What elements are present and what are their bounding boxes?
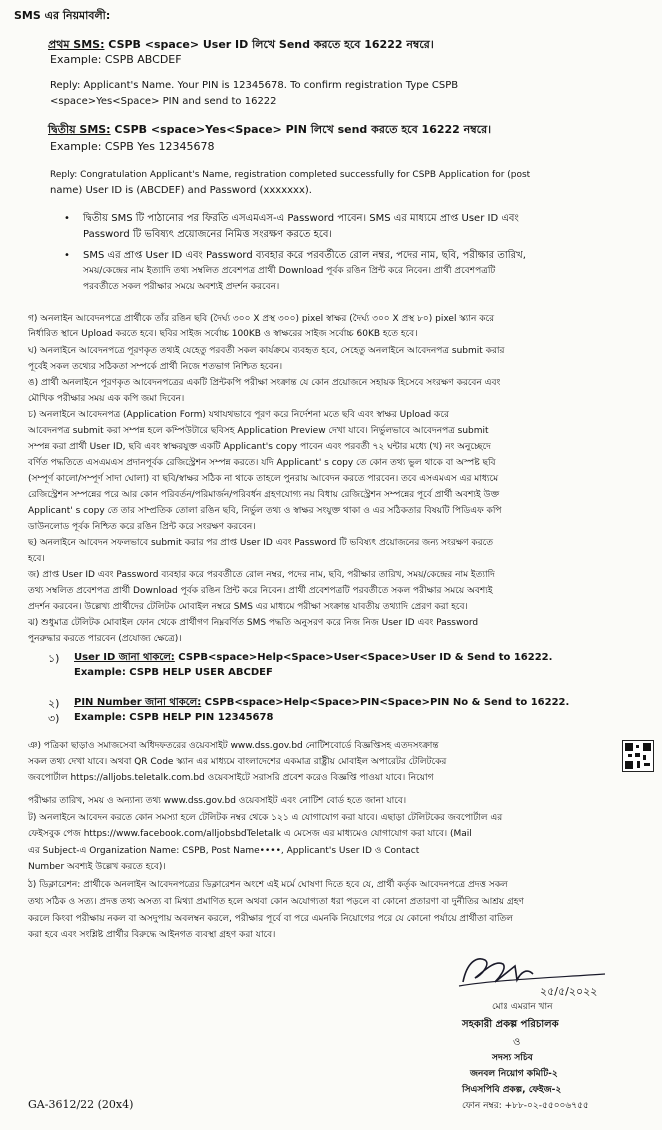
instruction-line: মৌখিক পরীক্ষার সময় এক কপি জমা দিবেন। <box>28 394 185 404</box>
footer-note-line: পরীক্ষার তারিখ, সময় ও অন্যান্য তথ্য www.dss.gov.bd ওয়েবসাইট এবং নোটিশ বোর্ড হতে জানা যাবে। <box>28 796 407 806</box>
instruction-line: ছ) অনলাইনে আবেদন সফলভাবে submit করার পর প্রাপ্ত User ID এবং Password টি ভবিষ্যৎ প্রয়োজনের জন্য সংরক্ষণ করতে <box>28 538 494 548</box>
reply1-line2: <space>Yes<Space> PIN and send to 16222 <box>50 96 277 107</box>
instruction-line: ঘ) অনলাইনে আবেদনপত্রে পূরণকৃত তথ্যই যেহেতু পরবর্তী সকল কার্যক্রমে ব্যবহৃত হবে, সেহেতু অনলাইনে আবেদনপত্র submit করার <box>28 346 505 356</box>
footer-note-line: সকল তথ্য দেখা যাবে। অথবা QR Code স্ক্যান এর মাধ্যমে বাংলাদেশের একমাত্র রাষ্ট্রীয় মোবাইল অপারেটর টেলিটকের <box>28 757 447 767</box>
instruction-line: হবে। <box>28 554 45 564</box>
sms-rules-section <box>0 0 662 300</box>
reply2-line1: Reply: Congratulation Applicant's Name, registration completed successfully for CSPB Application for (post <box>50 170 531 180</box>
second-sms-line <box>48 123 491 136</box>
pin-label: PIN Number জানা থাকলে: <box>74 697 202 708</box>
first-sms-line <box>48 38 434 51</box>
footer-note-line: করলে কিংবা পরীক্ষায় নকল বা অসদুপায় অবলম্বন করলে, পরীক্ষার পূর্বে বা পরে এমনকি নিয়োগের পরে যে কোনো পর্যায়ে প্রার্থীতা বাতিল <box>28 914 514 924</box>
user-id-example: Example: CSPB HELP USER ABCDEF <box>74 667 273 678</box>
user-id-text: CSPB<space>Help<Space>User<Space>User ID & Send to 16222. <box>174 652 553 663</box>
reply1-line1: Reply: Applicant's Name. Your PIN is 12345678. To confirm registration Type CSPB <box>50 80 459 91</box>
footer-note-line: করা হবে এবং সংশ্লিষ্ট প্রার্থীর বিরুদ্ধে আইনগত ব্যবস্থা গ্রহণ করা যাবে। <box>28 930 276 940</box>
instruction-line: তথ্য সম্বলিত প্রবেশপত্র প্রার্থী Download পূর্বক রঙিন প্রিন্ট করে নিবেন। প্রার্থী প্রবেশপত্রটি পরবর্তীতে সকল পরীক্ষার সময়ে অবশ্যই <box>28 586 493 596</box>
second-sms-text: CSPB <space>Yes<Space> PIN লিখে send করতে হবে 16222 নম্বরে। <box>110 123 492 136</box>
bullet1-line2: Password টি ভবিষ্যৎ প্রয়োজনের নিমিত্ত সংরক্ষণ করতে হবে। <box>83 229 332 240</box>
first-sms-label: প্রথম SMS: <box>48 38 105 51</box>
signatory-project: সিএসপিবি প্রকল্প, ফেইজ-২ <box>462 1085 562 1095</box>
footer-note-line: Number অবশ্যই উল্লেখ করতে হবে)। <box>28 862 166 872</box>
instruction-line: Applicant' s copy তে তার সাম্প্রতিক তোলা রঙিন ছবি, নির্ভুল তথ্য ও স্বাক্ষর সংযুক্ত থাকা ও এর সঠিকতার বিষয়টি পিডিএফ কপি <box>28 506 502 516</box>
pin-example: Example: CSPB HELP PIN 12345678 <box>74 712 274 723</box>
signature-block <box>0 1000 662 1110</box>
footer-note-line: ঞ) পত্রিকা ছাড়াও সমাজসেবা অধিদফতরের ওয়েবসাইট www.dss.gov.bd নোটিশবোর্ডে বিজ্ঞপ্তিসহ এতদসংক্রান্ত <box>28 741 439 751</box>
instructions-section <box>0 300 662 645</box>
recovery-item-number: ১) <box>48 652 60 665</box>
footer-note-line: এর Subject-এ Organization Name: CSPB, Post Name••••, Applicant's User ID ও Contact <box>28 846 420 856</box>
bullet2-line1: SMS এর প্রাপ্ত User ID এবং Password ব্যবহার করে পরবর্তীতে রোল নম্বর, পদের নাম, ছবি, পরীক্ষার তারিখ, <box>83 250 526 261</box>
instruction-line: নির্ধারিত স্থানে Upload করতে হবে। ছবির সাইজ সর্বোচ্চ 100KB ও স্বাক্ষরের সাইজ সর্বোচ্চ 60KB হতে হবে। <box>28 329 418 339</box>
instruction-line: বর্ণিত পদ্ধতিতে এসএমএস প্রদানপূর্বক রেজিস্ট্রেশন সম্পন্ন করতে। যদি Applicant' s copy তে কোন তথ্য ভুল থাকে বা অস্পষ্ট ছবি <box>28 458 496 468</box>
instruction-line: পুনরুদ্ধার করতে পারবেন (প্রযোজ্য ক্ষেত্রে)। <box>28 634 182 644</box>
footer-note-line: ট) অনলাইনে আবেদন করতে কোন সমস্যা হলে টেলিটক নম্বর থেকে ১২১ এ যোগাযোগ করা যাবে। এছাড়া টেলিটকের জবপোর্টাল এর <box>28 813 503 823</box>
footer-notes-section <box>0 730 662 945</box>
footer-note-line: জবপোর্টাল https://alljobs.teletalk.com.bd ওয়েবসাইটে সরাসরি প্রবেশ করেও বিজ্ঞপ্তি পাওয়া যাবে। নিয়োগ <box>28 773 434 783</box>
signature-date: ২৫/৫/২০২২ <box>540 985 598 998</box>
pin-text: CSPB<space>Help<Space>PIN<Space>PIN No & Send to 16222. <box>201 697 570 708</box>
bullet-dot: • <box>64 213 70 224</box>
signatory-and: ও <box>513 1037 521 1048</box>
first-sms-example: Example: CSPB ABCDEF <box>50 53 182 66</box>
signatory-member: সদস্য সচিব <box>492 1053 533 1063</box>
signatory-phone: ফোন নম্বর: +৮৮-০২-৫৫০০৬৭৫৫ <box>462 1101 589 1111</box>
recovery-item-user-id <box>74 652 552 664</box>
first-sms-text: CSPB <space> User ID লিখে Send করতে হবে 16222 নম্বরে। <box>104 38 434 51</box>
instruction-line: ডাউনলোড পূর্বক নিশ্চিত করে রঙিন প্রিন্ট করে সংরক্ষণ করবেন। <box>28 522 256 532</box>
instruction-line: সম্পন্ন করা প্রার্থী User ID, ছবি এবং স্বাক্ষরযুক্ত একটি Applicant's copy পাবেন এবং পরবর্তী ৭২ ঘন্টার মধ্যে (খ) নং অনুচ্ছেদে <box>28 442 491 452</box>
document-code: GA-3612/22 (20x4) <box>28 1098 134 1111</box>
signatory-name: মোঃ এমরান খান <box>492 1002 553 1012</box>
signatory-committee: জনবল নিয়োগ কমিটি-২ <box>470 1069 558 1079</box>
instruction-line: (সম্পূর্ণ কালো/সম্পূর্ণ সাদা ঘোলা) বা ছবি/স্বাক্ষর সঠিক না থাকে তাহলে পুনরায় আবেদন করতে পারবেন। তবে এসএমএস এর মাধ্যমে <box>28 474 499 484</box>
instruction-line: জ) প্রাপ্ত User ID এবং Password ব্যবহার করে পরবর্তীতে রোল নম্বর, পদের নাম, ছবি, পরীক্ষার তারিখ, সময়/কেন্দ্রের নাম ইত্যাদি <box>28 570 495 580</box>
footer-note-line: ঠ) ডিক্লারেশন: প্রার্থীকে অনলাইন আবেদনপত্রের ডিক্লারেশন অংশে এই মর্মে ঘোষণা দিতে হবে যে, প্রার্থী কর্তৃক আবেদনপত্রে প্রদত্ত সকল <box>28 880 508 890</box>
sms-rules-title: SMS এর নিয়মাবলী: <box>14 9 111 22</box>
recovery-item-number: ৩) <box>48 712 60 725</box>
instruction-line: রেজিস্ট্রেশন সম্পন্নের পরে আর কোন পরিবর্তন/পরিমার্জন/পরিবর্ধন গ্রহণযোগ্য নয় বিধায় রেজিস্ট্রেশন সম্পন্নের পূর্বে প্রার্থী অবশ্যই উক্ত <box>28 490 500 500</box>
second-sms-label: দ্বিতীয় SMS: <box>48 123 111 136</box>
footer-note-line: তথ্য সঠিক ও সত্য। প্রদত্ত তথ্য অসত্য বা মিথ্যা প্রমাণিত হলে অথবা কোন অযোগ্যতা ধরা পড়লে বা কোনো প্রতারণা বা দুর্নীতির আশ্রয় গ্রহণ <box>28 897 524 907</box>
recovery-item-pin <box>74 697 569 709</box>
bullet1-line1: দ্বিতীয় SMS টি পাঠানোর পর ফিরতি এসএমএস-এ Password পাবেন। SMS এর মাধ্যমে প্রাপ্ত User ID এবং <box>83 213 519 224</box>
user-id-label: User ID জানা থাকলে: <box>74 652 175 663</box>
instruction-line: আবেদনপত্র submit করা সম্পন্ন হলে কম্পিউটারে ছবিসহ Application Preview দেখা যাবে। নির্ভুলভাবে আবেদনপত্র submit <box>28 426 489 436</box>
recovery-section <box>0 645 662 730</box>
reply2-line2: name) User ID is (ABCDEF) and Password (xxxxxxx). <box>50 185 312 196</box>
instruction-line: পূর্বেই সকল তথ্যের সঠিকতা সম্পর্কে প্রার্থী নিজে শতভাগ নিশ্চিত হবেন। <box>28 362 283 372</box>
instruction-line: প্রদর্শন করবেন। উল্লেখ্য প্রার্থীদের টেলিটক মোবাইল নম্বরে SMS এর মাধ্যমে পরীক্ষা সংক্রান্ত যাবতীয় তথ্যাদি প্রেরণ করা হবে। <box>28 602 468 612</box>
footer-note-line: ফেইসবুক পেজ https://www.facebook.com/alljobsbdTeletalk এ মেসেজ এর মাধ্যমেও যোগাযোগ করা যাবে। (Mail <box>28 829 472 839</box>
instruction-line: ঝ) শুধুমাত্র টেলিটক মোবাইল ফোন থেকে প্রার্থীগণ নিম্নবর্ণিত SMS পদ্ধতি অনুসরণ করে নিজ নিজ User ID এবং Password <box>28 618 479 628</box>
bullet2-line3: পরবর্তীতে সকল পরীক্ষার সময়ে অবশ্যই প্রদর্শন করবেন। <box>83 282 280 292</box>
instruction-line: ঙ) প্রার্থী অনলাইনে পূরণকৃত আবেদনপত্রের একটি প্রিন্টকপি পরীক্ষা সংক্রান্ত যে কোন প্রয়োজনে সহায়ক হিসেবে সংরক্ষণ করবেন এবং <box>28 378 501 388</box>
instruction-line: চ) অনলাইনে আবেদনপত্র (Application Form) যথাযথভাবে পূরণ করে নির্দেশনা মতে ছবি এবং স্বাক্ষর Upload করে <box>28 410 449 420</box>
instruction-line: গ) অনলাইন আবেদনপত্রে প্রার্থীকে তাঁর রঙিন ছবি (দৈর্ঘ্য ৩০০ X প্রস্থ ৩০০) pixel স্বাক্ষর (দৈর্ঘ্য ৩০০ X প্রস্থ ৮০) pixel স্ক্যান করে <box>28 314 495 324</box>
signatory-title: সহকারী প্রকল্প পরিচালক <box>462 1019 559 1030</box>
recovery-item-number: ২) <box>48 697 60 710</box>
bullet-dot: • <box>64 250 70 261</box>
second-sms-example: Example: CSPB Yes 12345678 <box>50 140 215 153</box>
bullet2-line2: সময়/কেন্দ্রের নাম ইত্যাদি তথ্য সম্বলিত প্রবেশপত্র প্রার্থী Download পূর্বক রঙিন প্রিন্ট করে নিবেন। প্রার্থী প্রবেশপত্রটি <box>83 266 496 276</box>
